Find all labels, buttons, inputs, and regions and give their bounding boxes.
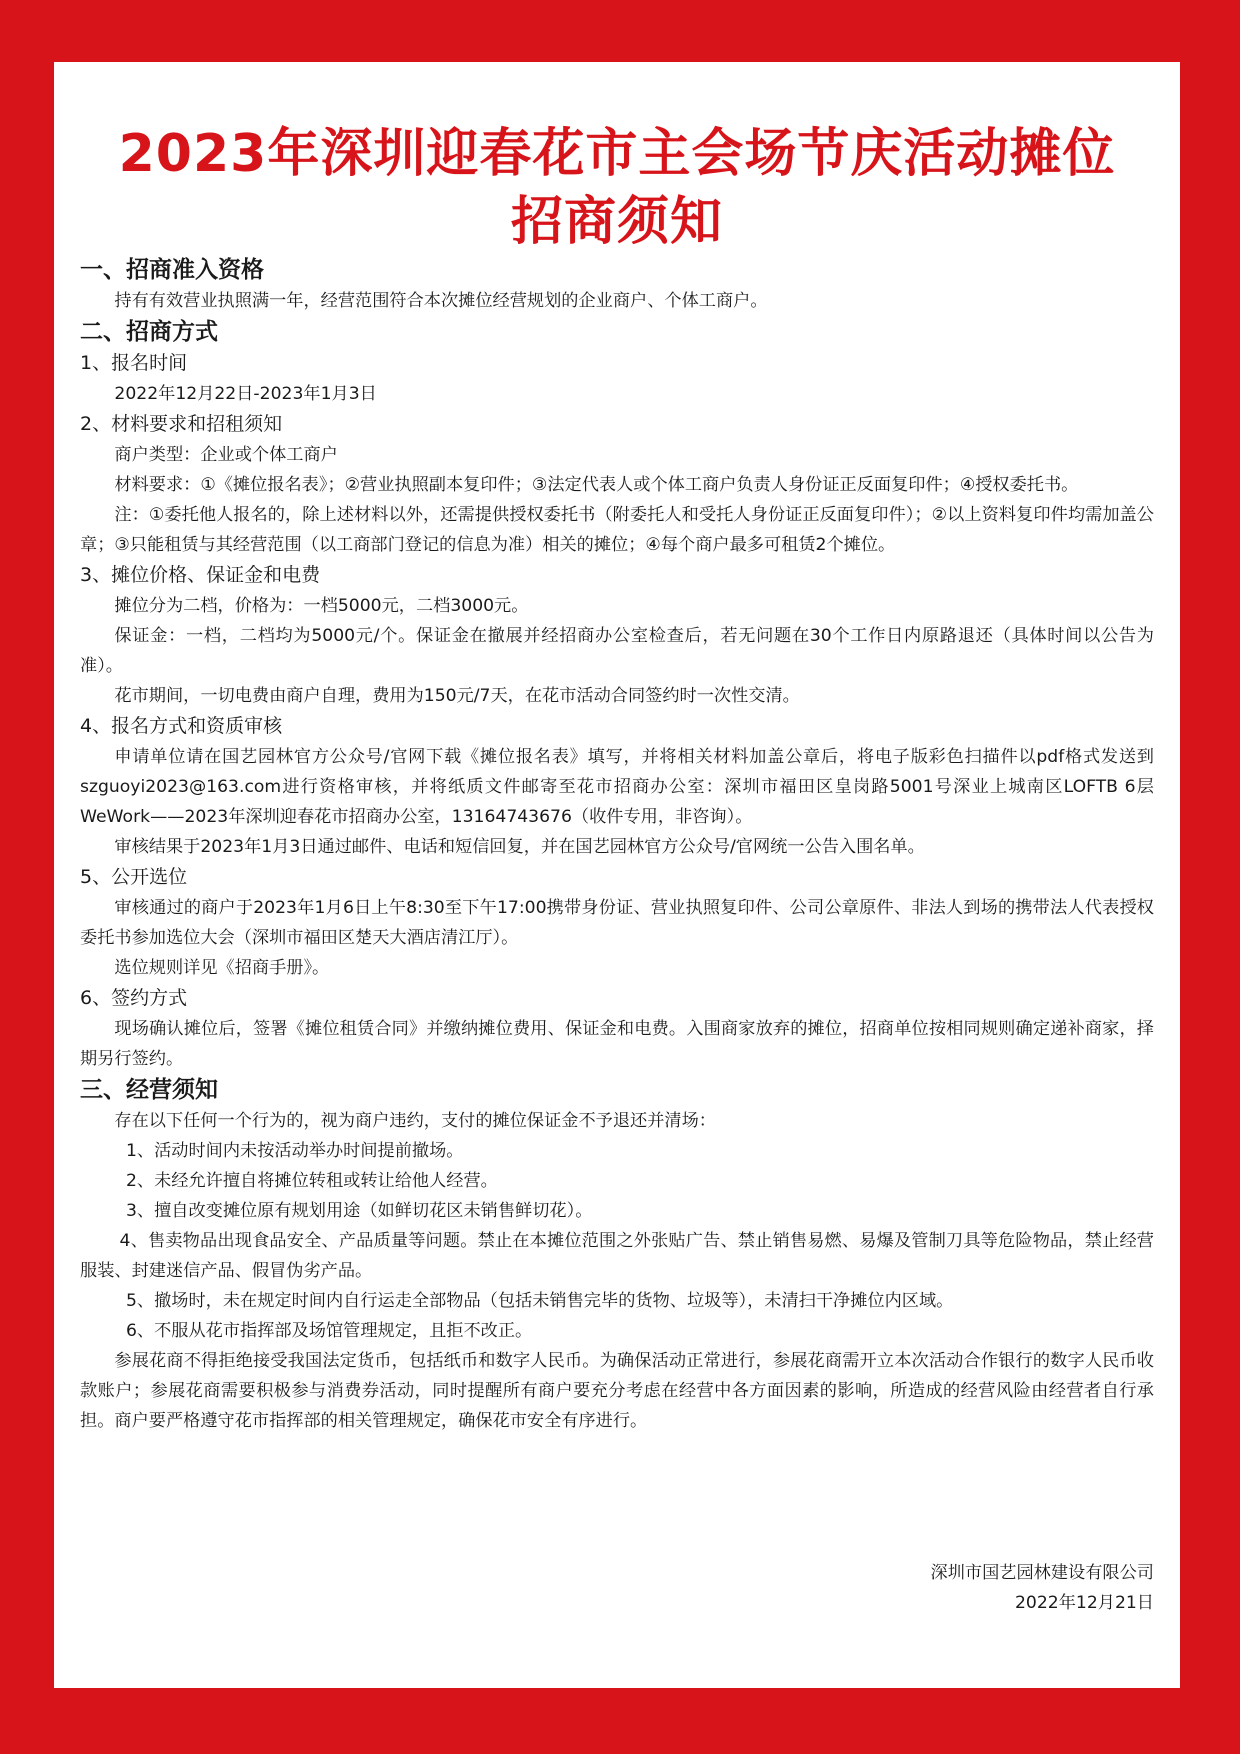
company-name: 深圳市国艺园林建设有限公司	[930, 1563, 1154, 1583]
section-1-text: 持有有效营业执照满一年，经营范围符合本次摊位经营规划的企业商户、个体工商户。	[114, 291, 768, 311]
deposit: 保证金：一档，二档均为5000元/个。保证金在撤展并经招商办公室检查后，若无问题在30个工作日内原路退还（具体时间以公告为准）。	[80, 626, 1154, 676]
document-body	[80, 254, 1154, 1436]
subsection-1-heading: 1、报名时间	[80, 352, 188, 374]
section-1-heading: 一、招商准入资格	[80, 257, 264, 283]
notice-page	[54, 62, 1180, 1688]
violation-item: 4、售卖物品出现食品安全、产品质量等问题。禁止在本摊位范围之外张贴广告、禁止销售易燃、易爆及管制刀具等危险物品，禁止经营服装、封建迷信产品、假冒伪劣产品。	[80, 1231, 1154, 1281]
section-3-heading: 三、经营须知	[80, 1077, 218, 1103]
violation-item: 2、未经允许擅自将摊位转租或转让给他人经营。	[126, 1171, 498, 1191]
document-title	[54, 120, 1180, 256]
signature-block	[931, 1558, 1154, 1618]
violation-item: 3、擅自改变摊位原有规划用途（如鲜切花区未销售鲜切花）。	[126, 1201, 593, 1221]
violation-item: 6、不服从花市指挥部及场馆管理规定，且拒不改正。	[126, 1321, 533, 1341]
subsection-5-heading: 5、公开选位	[80, 866, 188, 888]
closing-paragraph: 参展花商不得拒绝接受我国法定货币，包括纸币和数字人民币。为确保活动正常进行，参展花商需开立本次活动合作银行的数字人民币收款账户；参展花商需要积极参与消费券活动，同时提醒所有商户要充分考虑在经营中各方面因素的影响，所造成的经营风险由经营者自行承担。商户要严格遵守花市指挥部的相关管理规定，确保花市安全有序进行。	[80, 1351, 1154, 1431]
review-result: 审核结果于2023年1月3日通过邮件、电话和短信回复，并在国艺园林官方公众号/官网统一公告入围名单。	[114, 837, 925, 857]
title-line-2: 招商须知	[510, 192, 723, 252]
section-2-heading: 二、招商方式	[80, 319, 218, 345]
electricity-fee: 花市期间，一切电费由商户自理，费用为150元/7天，在花市活动合同签约时一次性交清。	[114, 686, 800, 706]
signature-date: 2022年12月21日	[1014, 1593, 1154, 1613]
subsection-3-heading: 3、摊位价格、保证金和电费	[80, 564, 321, 586]
subsection-6-heading: 6、签约方式	[80, 987, 188, 1009]
material-notes: 注：①委托他人报名的，除上述材料以外，还需提供授权委托书（附委托人和受托人身份证正反面复印件）；②以上资料复印件均需加盖公章；③只能租赁与其经营范围（以工商部门登记的信息为准）相关的摊位；④每个商户最多可租赁2个摊位。	[80, 505, 1154, 555]
subsection-4-heading: 4、报名方式和资质审核	[80, 715, 283, 737]
violation-item: 1、活动时间内未按活动举办时间提前撤场。	[126, 1141, 464, 1161]
application-method: 申请单位请在国艺园林官方公众号/官网下载《摊位报名表》填写，并将相关材料加盖公章后，将电子版彩色扫描件以pdf格式发送到szguoyi2023@163.com进行资格审核，并将纸质文件邮寄至花市招商办公室：深圳市福田区皇岗路5001号深业上城南区LOFTB 6层 WeWork——2023年深圳迎春花市招商办公室，13164743676（收件专用，非咨询）。	[80, 747, 1154, 827]
selection-rules: 选位规则详见《招商手册》。	[114, 958, 330, 978]
registration-period: 2022年12月22日-2023年1月3日	[114, 384, 377, 404]
title-line-1: 2023年深圳迎春花市主会场节庆活动摊位	[118, 124, 1116, 184]
merchant-type: 商户类型：企业或个体工商户	[114, 445, 338, 465]
violation-intro: 存在以下任何一个行为的，视为商户违约，支付的摊位保证金不予退还并清场：	[114, 1111, 716, 1131]
booth-selection: 审核通过的商户于2023年1月6日上午8:30至下午17:00携带身份证、营业执照复印件、公司公章原件、非法人到场的携带法人代表授权委托书参加选位大会（深圳市福田区楚天大酒店清江厅）。	[80, 898, 1154, 948]
subsection-2-heading: 2、材料要求和招租须知	[80, 413, 283, 435]
booth-price: 摊位分为二档，价格为：一档5000元，二档3000元。	[114, 596, 529, 616]
material-requirements: 材料要求：①《摊位报名表》；②营业执照副本复印件；③法定代表人或个体工商户负责人身份证正反面复印件；④授权委托书。	[114, 475, 1079, 495]
violation-item: 5、撤场时，未在规定时间内自行运走全部物品（包括未销售完毕的货物、垃圾等），未清扫干净摊位内区域。	[126, 1291, 954, 1311]
signing-method: 现场确认摊位后，签署《摊位租赁合同》并缴纳摊位费用、保证金和电费。入围商家放弃的摊位，招商单位按相同规则确定递补商家，择期另行签约。	[80, 1019, 1154, 1069]
